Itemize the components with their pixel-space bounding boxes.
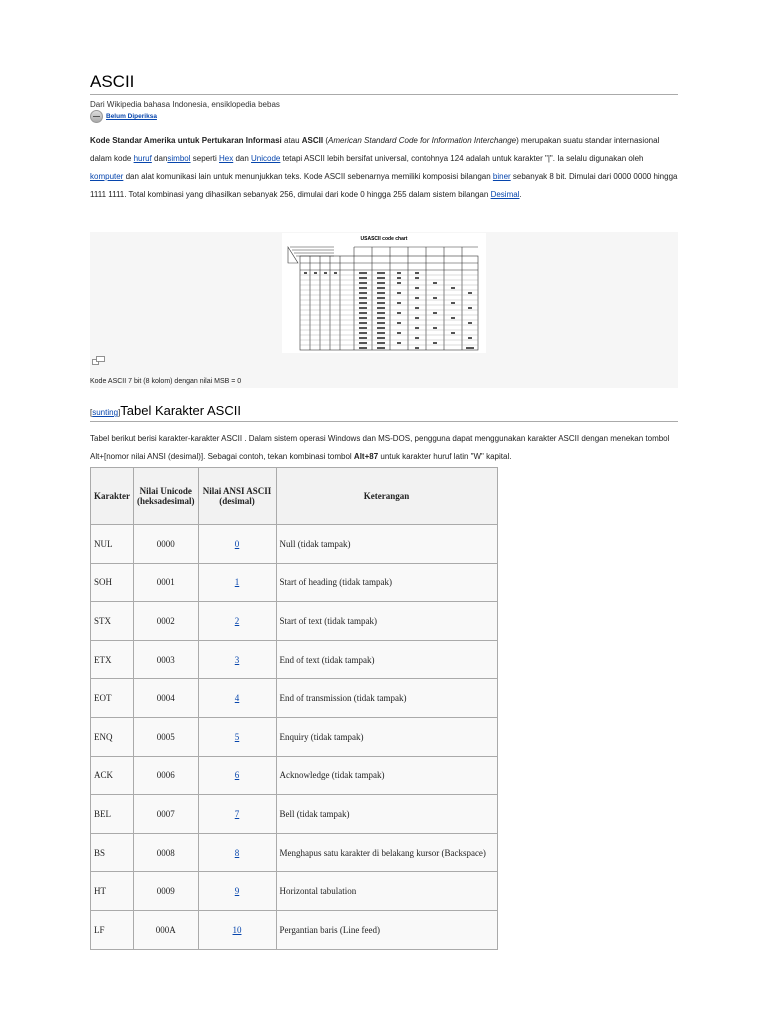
cell-ansi-link[interactable]: 9 xyxy=(234,886,240,897)
intro-lead: Kode Standar Amerika untuk Pertukaran Informasi xyxy=(90,136,282,145)
alt87-bold: Alt+87 xyxy=(353,452,379,461)
cell-karakter: LF xyxy=(91,910,134,949)
cell-ansi xyxy=(198,795,276,834)
header-karakter: Karakter xyxy=(91,468,134,525)
cell-unicode: 0006 xyxy=(134,756,199,795)
cell-keterangan: End of text (tidak tampak) xyxy=(276,640,497,679)
cell-ansi-link[interactable]: 1 xyxy=(234,577,240,588)
cell-unicode: 0002 xyxy=(134,602,199,641)
section-heading: [sunting]Tabel Karakter ASCII xyxy=(90,402,678,422)
cell-karakter: STX xyxy=(91,602,134,641)
cell-ansi-link[interactable]: 10 xyxy=(232,924,242,935)
table-row xyxy=(91,795,498,834)
intro-expansion: American Standard Code for Information Interchange xyxy=(328,136,517,145)
page-subtitle: Dari Wikipedia bahasa Indonesia, ensiklopedia bebas xyxy=(90,100,280,109)
cell-keterangan: Menghapus satu karakter di belakang kursor (Backspace) xyxy=(276,833,497,872)
cell-keterangan: Enquiry (tidak tampak) xyxy=(276,717,497,756)
chart-title: USASCII code chart xyxy=(360,236,408,242)
cell-unicode: 0005 xyxy=(134,717,199,756)
cell-ansi xyxy=(198,872,276,911)
table-row xyxy=(91,717,498,756)
cell-karakter: NUL xyxy=(91,525,134,564)
link-unicode[interactable]: Unicode xyxy=(251,154,281,163)
page-title: ASCII xyxy=(90,72,678,95)
cell-ansi-link[interactable]: 4 xyxy=(234,693,240,704)
intro-ascii: ASCII xyxy=(301,136,324,145)
cell-karakter: ENQ xyxy=(91,717,134,756)
table-row xyxy=(91,563,498,602)
cell-unicode: 0008 xyxy=(134,833,199,872)
figure-caption: Kode ASCII 7 bit (8 kolom) dengan nilai MSB = 0 xyxy=(90,378,242,385)
cell-unicode: 0009 xyxy=(134,872,199,911)
cell-unicode: 000A xyxy=(134,910,199,949)
cell-ansi xyxy=(198,525,276,564)
cell-ansi-link[interactable]: 0 xyxy=(234,538,240,549)
cell-ansi xyxy=(198,602,276,641)
cell-ansi-link[interactable]: 8 xyxy=(234,847,240,858)
cell-unicode: 0001 xyxy=(134,563,199,602)
cell-ansi xyxy=(198,563,276,602)
cell-keterangan: Null (tidak tampak) xyxy=(276,525,497,564)
ascii-table xyxy=(90,467,498,950)
enlarge-icon[interactable] xyxy=(92,356,105,365)
table-row xyxy=(91,640,498,679)
header-ansi: Nilai ANSI ASCII (desimal) xyxy=(198,468,276,525)
cell-karakter: BS xyxy=(91,833,134,872)
cell-ansi-link[interactable]: 5 xyxy=(234,731,240,742)
cell-ansi-link[interactable]: 3 xyxy=(234,654,240,665)
cell-ansi xyxy=(198,717,276,756)
cell-keterangan: Bell (tidak tampak) xyxy=(276,795,497,834)
ascii-code-chart-image[interactable] xyxy=(282,233,486,353)
figure-box xyxy=(90,232,678,388)
cell-karakter: EOT xyxy=(91,679,134,718)
section-title: Tabel Karakter ASCII xyxy=(120,403,241,418)
cell-keterangan: Pergantian baris (Line feed) xyxy=(276,910,497,949)
table-row xyxy=(91,602,498,641)
cell-unicode: 0004 xyxy=(134,679,199,718)
cell-ansi-link[interactable]: 7 xyxy=(234,808,240,819)
table-row xyxy=(91,679,498,718)
table-row xyxy=(91,872,498,911)
cell-unicode: 0007 xyxy=(134,795,199,834)
ascii-chart-drawing xyxy=(282,233,486,353)
cell-ansi xyxy=(198,833,276,872)
section-paragraph: Tabel berikut berisi karakter-karakter ASCII . Dalam sistem operasi Windows dan MS-DOS, pengguna dapat menggunakan karakter ASCII dengan menekan tombol Alt+[nomor nilai ANSI (desimal)]. Sebagai contoh, tekan kombinasi tombol Alt+87 untuk karakter huruf latin "W" kapital. xyxy=(90,434,670,461)
table-header-row xyxy=(91,468,498,525)
cell-karakter: HT xyxy=(91,872,134,911)
cell-ansi xyxy=(198,679,276,718)
cell-ansi-link[interactable]: 6 xyxy=(234,770,240,781)
cell-karakter: ETX xyxy=(91,640,134,679)
link-simbol[interactable]: simbol xyxy=(167,154,191,163)
cell-ansi xyxy=(198,756,276,795)
link-biner[interactable]: biner xyxy=(492,172,511,181)
table-row xyxy=(91,910,498,949)
cell-keterangan: Start of text (tidak tampak) xyxy=(276,602,497,641)
cell-keterangan: End of transmission (tidak tampak) xyxy=(276,679,497,718)
edit-section-link[interactable]: sunting xyxy=(92,408,119,417)
header-keterangan: Keterangan xyxy=(276,468,497,525)
header-unicode: Nilai Unicode (heksadesimal) xyxy=(134,468,199,525)
cell-karakter: ACK xyxy=(91,756,134,795)
review-status-icon xyxy=(90,110,103,123)
link-komputer[interactable]: komputer xyxy=(90,172,124,181)
review-status[interactable] xyxy=(90,110,157,123)
cell-karakter: SOH xyxy=(91,563,134,602)
link-huruf[interactable]: huruf xyxy=(133,154,152,163)
cell-karakter: BEL xyxy=(91,795,134,834)
intro-paragraph: Kode Standar Amerika untuk Pertukaran Informasi atau ASCII (American Standard Code for Information Interchange) merupakan suatu standar internasional dalam kode huruf dansimbol seperti Hex dan Unicode tetapi ASCII lebih bersifat universal, contohnya 124 adalah untuk karakter "|". Ia selalu digunakan oleh komputer dan alat komunikasi lain untuk menunjukkan teks. Kode ASCII sebenarnya memiliki komposisi bilangan biner sebanyak 8 bit. Dimulai dari 0000 0000 hingga 1111 1111. Total kombinasi yang dihasilkan sebanyak 256, dimulai dari kode 0 hingga 255 dalam sistem bilangan Desimal. xyxy=(90,136,678,199)
cell-keterangan: Horizontal tabulation xyxy=(276,872,497,911)
link-hex[interactable]: Hex xyxy=(219,154,234,163)
table-row xyxy=(91,525,498,564)
table-row xyxy=(91,833,498,872)
cell-ansi-link[interactable]: 2 xyxy=(234,615,240,626)
link-desimal[interactable]: Desimal xyxy=(490,190,520,199)
cell-ansi xyxy=(198,910,276,949)
table-row xyxy=(91,756,498,795)
cell-ansi xyxy=(198,640,276,679)
review-status-link[interactable]: Belum Diperiksa xyxy=(106,113,157,120)
cell-unicode: 0003 xyxy=(134,640,199,679)
cell-keterangan: Acknowledge (tidak tampak) xyxy=(276,756,497,795)
cell-unicode: 0000 xyxy=(134,525,199,564)
cell-keterangan: Start of heading (tidak tampak) xyxy=(276,563,497,602)
